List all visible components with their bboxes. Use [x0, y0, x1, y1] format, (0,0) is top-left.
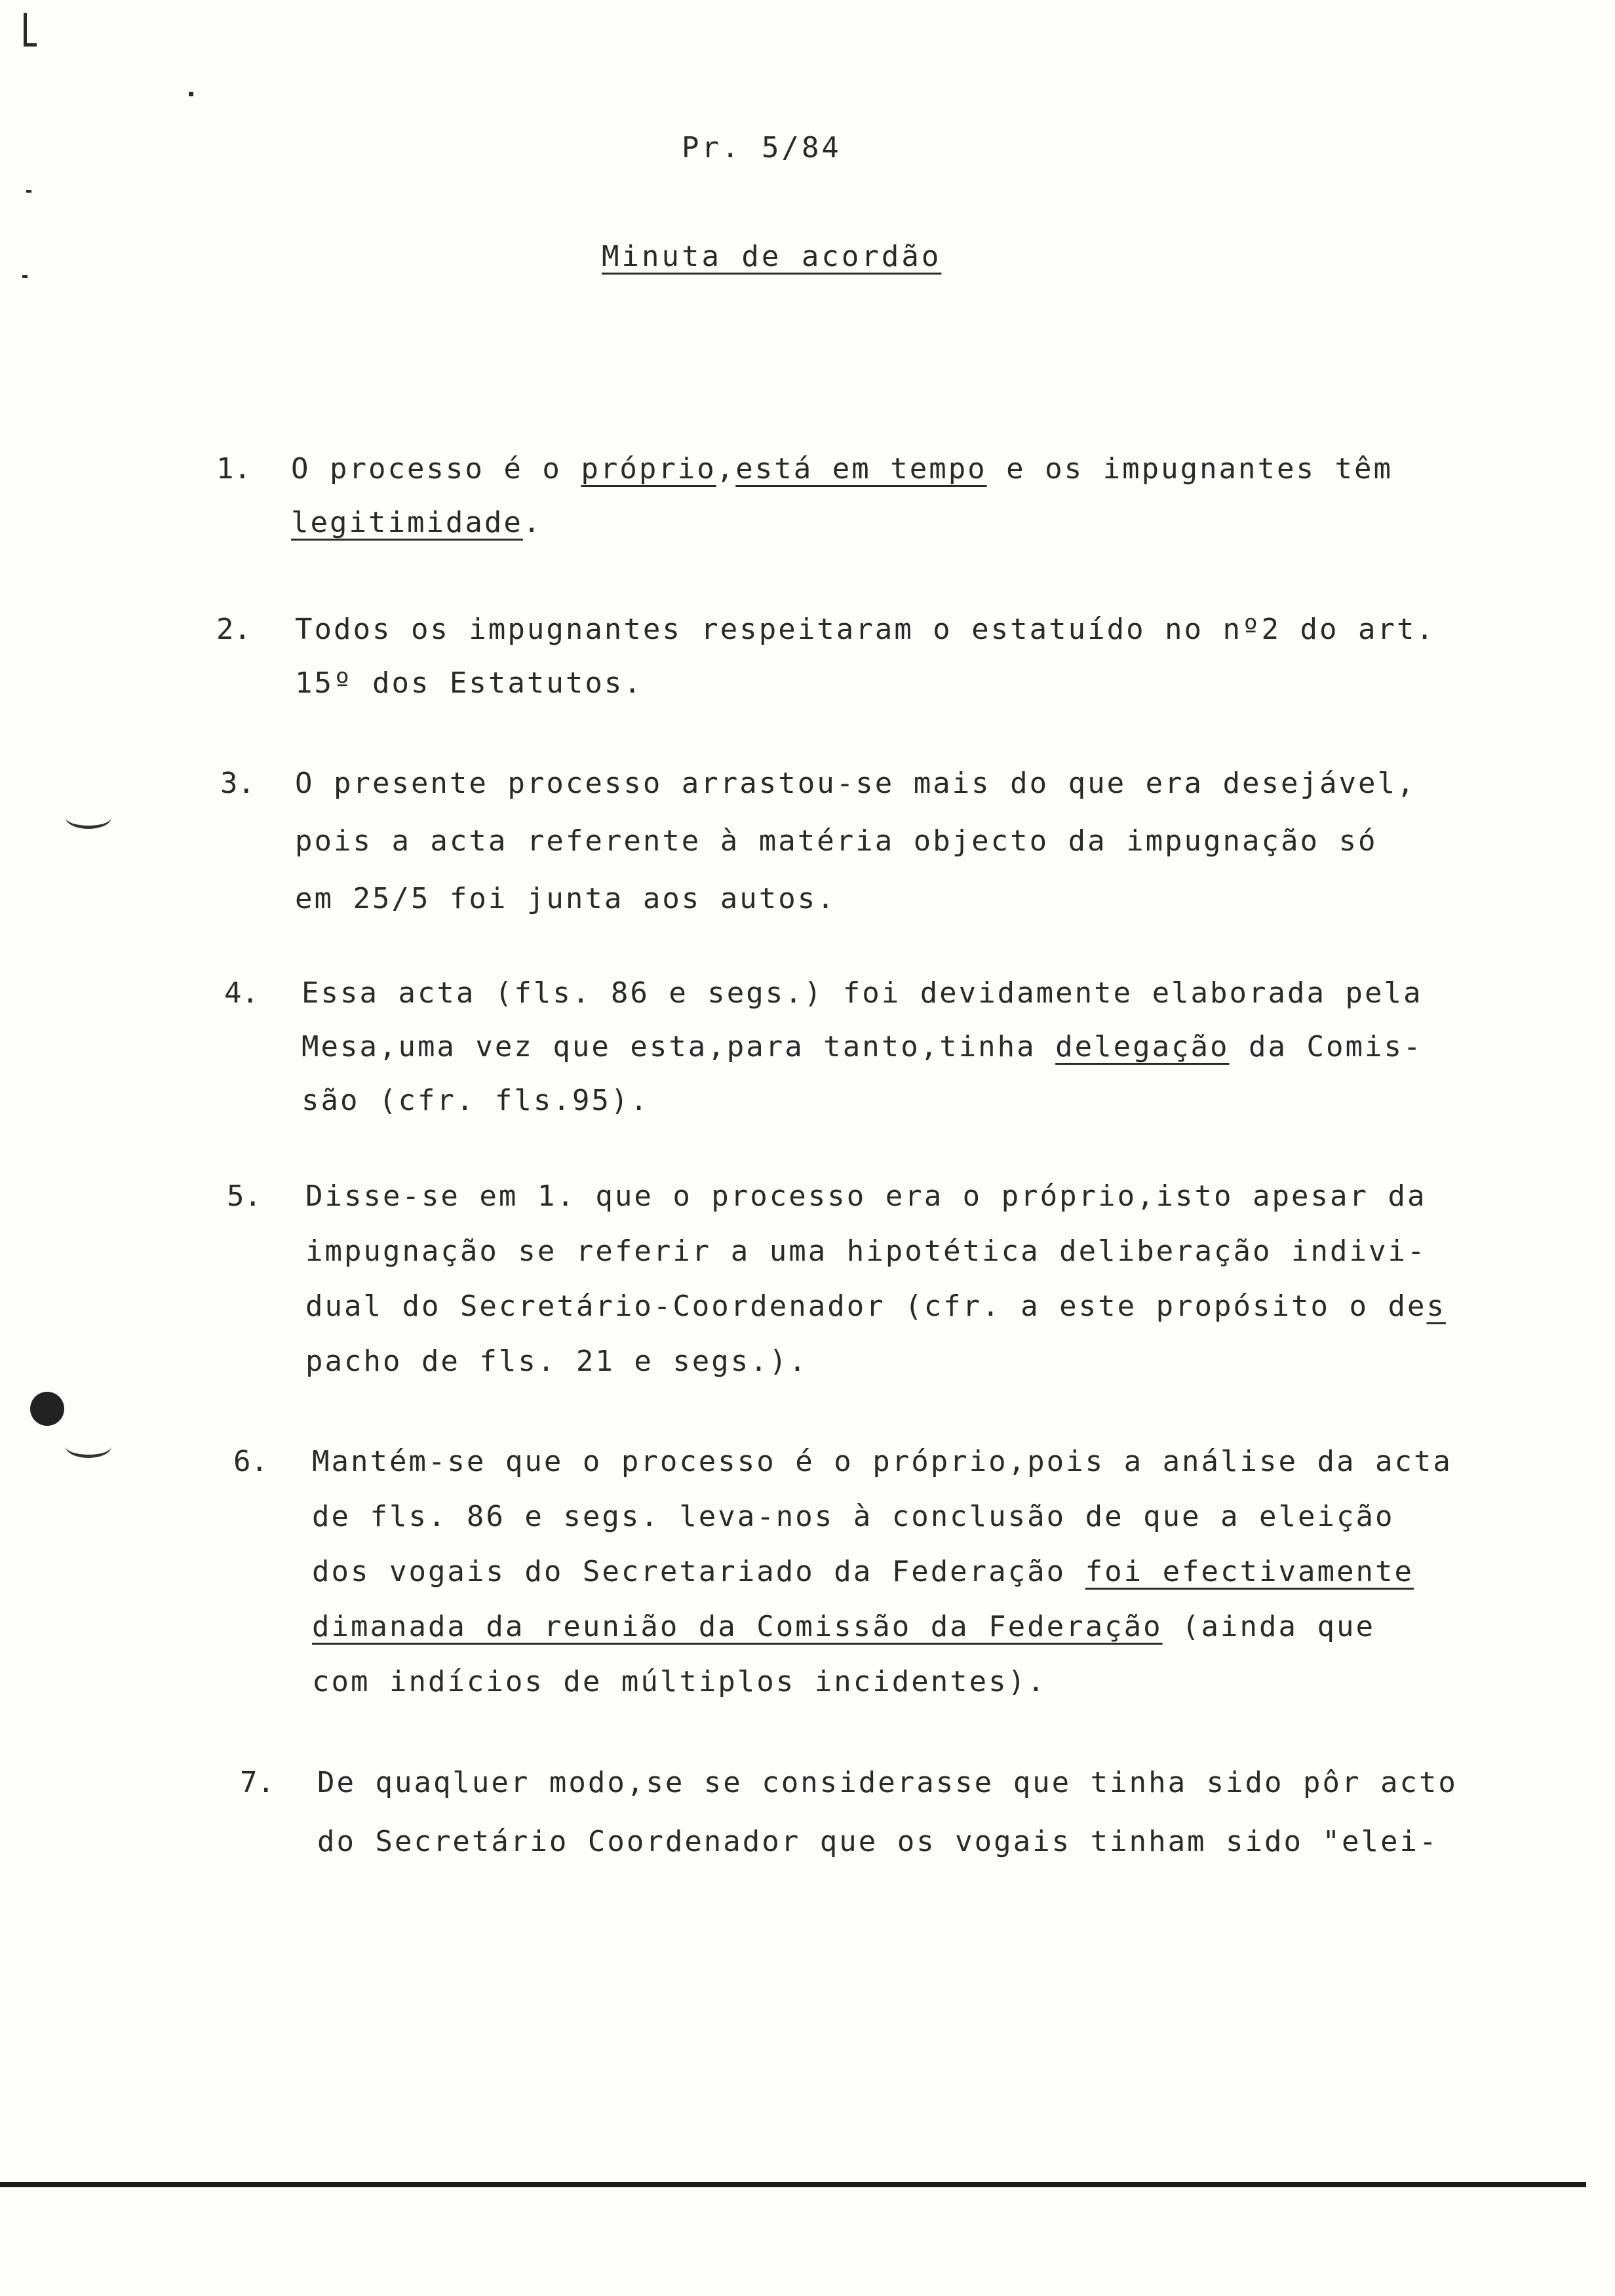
text-run: do Secretário Coordenador que os vogais tinham sido "elei- [317, 1825, 1439, 1858]
paragraph-line [305, 1290, 1446, 1323]
text-run: com indícios de múltiplos incidentes). [312, 1665, 1047, 1698]
paragraph-line [305, 1179, 1426, 1213]
text-run: Mantém-se que o processo é o próprio,pois a análise da acta [312, 1445, 1452, 1478]
scan-speck [24, 13, 27, 45]
underlined-text: próprio [581, 452, 716, 486]
process-reference: Pr. 5/84 [682, 131, 842, 164]
paragraph-line [312, 1555, 1414, 1588]
bottom-rule [0, 2182, 1586, 2187]
paragraph-line [312, 1665, 1047, 1698]
paragraph-line [302, 1084, 650, 1117]
text-run: Essa acta (fls. 86 e segs.) foi devidamente elaborada pela [302, 976, 1423, 1010]
text-run: e os impugnantes têm [986, 452, 1393, 486]
punch-hole-icon [30, 1392, 64, 1426]
text-run: impugnação se referir a uma hipotética deliberação indivi- [305, 1234, 1427, 1268]
paragraph-line [295, 613, 1435, 646]
paragraph-line [291, 506, 542, 539]
underlined-text: s [1426, 1290, 1446, 1323]
text-run: dos vogais do Secretariado da Federação [312, 1555, 1085, 1588]
paragraph-line [305, 1345, 808, 1378]
text-run: de fls. 86 e segs. leva-nos à conclusão de que a eleição [312, 1500, 1395, 1533]
text-run: em 25/5 foi junta aos autos. [295, 882, 836, 915]
scan-speck [22, 275, 28, 278]
paragraph-number: 4. [224, 976, 259, 1010]
paragraph-number: 2. [216, 613, 251, 646]
paragraph-line [317, 1825, 1438, 1858]
underlined-text: está em tempo [735, 452, 987, 486]
scan-speck [24, 43, 37, 47]
scan-speck [26, 190, 31, 193]
text-run: Mesa,uma vez que esta,para tanto,tinha [302, 1030, 1056, 1063]
paragraph-line [312, 1500, 1394, 1533]
underlined-text: legitimidade [291, 506, 523, 539]
text-run: (ainda que [1162, 1610, 1375, 1643]
paragraph-line [302, 1030, 1422, 1063]
text-run: O processo é o [291, 452, 581, 486]
text-run: pois a acta referente à matéria objecto da impugnação só [295, 824, 1378, 858]
text-run: são (cfr. fls.95). [302, 1084, 650, 1117]
text-run: , [716, 452, 736, 486]
punch-hole-arc-icon [66, 1435, 111, 1458]
page-title: Minuta de acordão [602, 240, 942, 273]
paragraph-number: 7. [240, 1766, 275, 1799]
paragraph-line [317, 1766, 1458, 1799]
paragraph-line [295, 666, 643, 700]
paragraph-line [295, 767, 1416, 800]
text-run: 15º dos Estatutos. [295, 666, 643, 700]
text-run: O presente processo arrastou-se mais do que era desejável, [295, 767, 1416, 800]
scan-speck [189, 92, 193, 96]
paragraph-line [295, 824, 1377, 858]
underlined-text: delegação [1055, 1030, 1230, 1063]
paragraph-number: 1. [216, 452, 251, 486]
text-run: dual do Secretário-Coordenador (cfr. a este propósito o de [305, 1290, 1427, 1323]
paragraph-line [291, 452, 1393, 486]
paragraph-line [305, 1234, 1426, 1268]
text-run: Todos os impugnantes respeitaram o estatuído no nº2 do art. [295, 613, 1435, 646]
paragraph-number: 3. [220, 767, 255, 800]
text-run: Disse-se em 1. que o processo era o próprio,isto apesar da [305, 1179, 1427, 1213]
underlined-text: dimanada da reunião da Comissão da Federação [312, 1610, 1163, 1643]
text-run: da Comis- [1229, 1030, 1423, 1063]
paragraph-line [312, 1445, 1452, 1478]
punch-hole-arc-icon [66, 806, 111, 829]
paragraph-line [312, 1610, 1375, 1643]
text-run: pacho de fls. 21 e segs.). [305, 1345, 808, 1378]
underlined-text: foi efectivamente [1085, 1555, 1414, 1588]
paragraph-line [302, 976, 1422, 1010]
text-run: . [522, 506, 543, 539]
paragraph-line [295, 882, 836, 915]
paragraph-number: 6. [233, 1445, 268, 1478]
paragraph-number: 5. [227, 1179, 262, 1213]
text-run: De quaqluer modo,se se considerasse que tinha sido pôr acto [317, 1766, 1458, 1799]
